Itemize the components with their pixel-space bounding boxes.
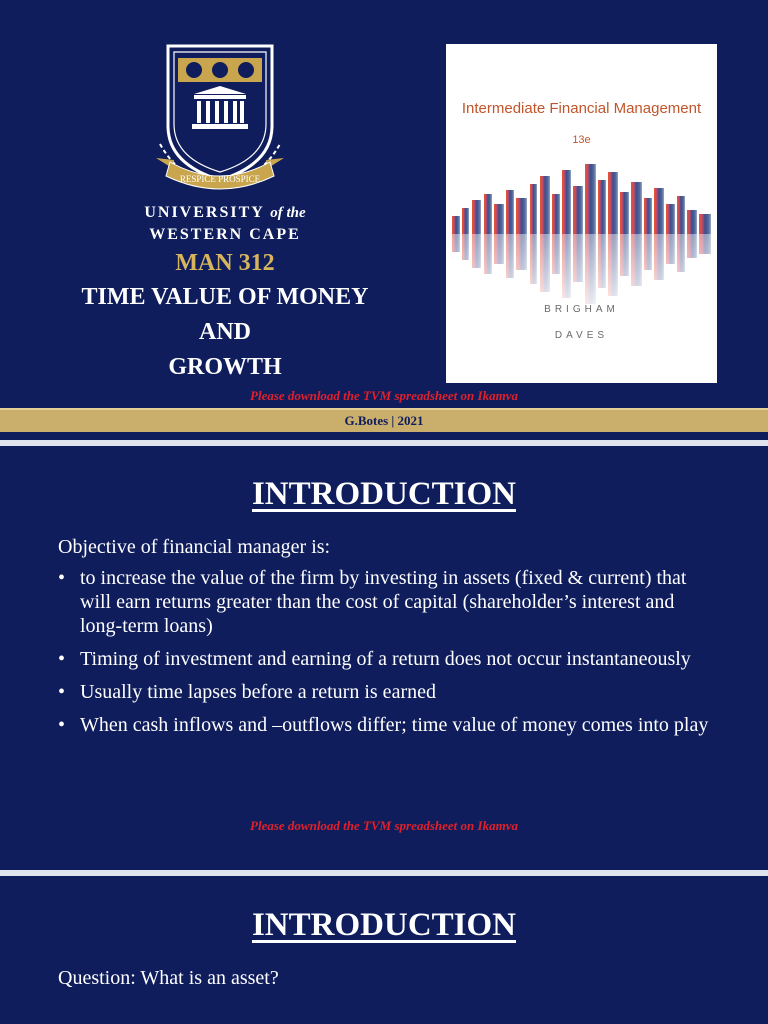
title-line-2: AND — [199, 319, 251, 345]
course-code: MAN 312 — [175, 250, 275, 276]
book-author-2: DAVES — [554, 330, 609, 341]
svg-text:RESPICE PROSPICE: RESPICE PROSPICE — [179, 174, 261, 184]
slide-separator-2 — [0, 870, 768, 876]
title-slide — [0, 0, 768, 408]
list-item: • Usually time lapses before a return is earned — [58, 680, 718, 704]
slide-separator — [0, 440, 768, 446]
intro-heading: INTRODUCTION — [251, 476, 517, 512]
download-notice: Please download the TVM spreadsheet on Ikamva — [250, 388, 518, 403]
asset-question: Question: What is an asset? — [58, 967, 279, 989]
university-name — [120, 202, 330, 246]
title-line-3: GROWTH — [168, 354, 282, 380]
list-item: • Timing of investment and earning of a return does not occur instantaneously — [58, 647, 718, 671]
footer-bar — [0, 408, 768, 432]
university-line1: UNIVERSITY — [144, 204, 265, 221]
book-author-1: BRIGHAM — [544, 304, 619, 315]
footer-credit: G.Botes | 2021 — [344, 413, 424, 428]
book-title: Intermediate Financial Management — [461, 100, 702, 117]
title-line-1: TIME VALUE OF MONEY — [81, 284, 369, 310]
university-line2: WESTERN CAPE — [149, 226, 301, 243]
download-notice-2: Please download the TVM spreadsheet on Ikamva — [250, 818, 518, 833]
university-of: of the — [270, 205, 306, 221]
list-item: • When cash inflows and –outflows differ; time value of money comes into play — [58, 713, 718, 737]
book-edition: 13e — [572, 134, 591, 146]
intro-heading-2: INTRODUCTION — [251, 907, 517, 943]
intro-lead: Objective of financial manager is: — [58, 536, 331, 558]
city-skyline-icon — [446, 154, 717, 314]
textbook-cover — [446, 44, 717, 383]
intro-bullet-list — [58, 566, 718, 746]
list-item: • to increase the value of the firm by investing in assets (fixed & current) that will earn returns greater than the cost of capital (shareholder’s interest and long-term loans) — [58, 566, 718, 638]
slide-title — [40, 280, 410, 385]
university-crest-icon — [150, 40, 290, 200]
